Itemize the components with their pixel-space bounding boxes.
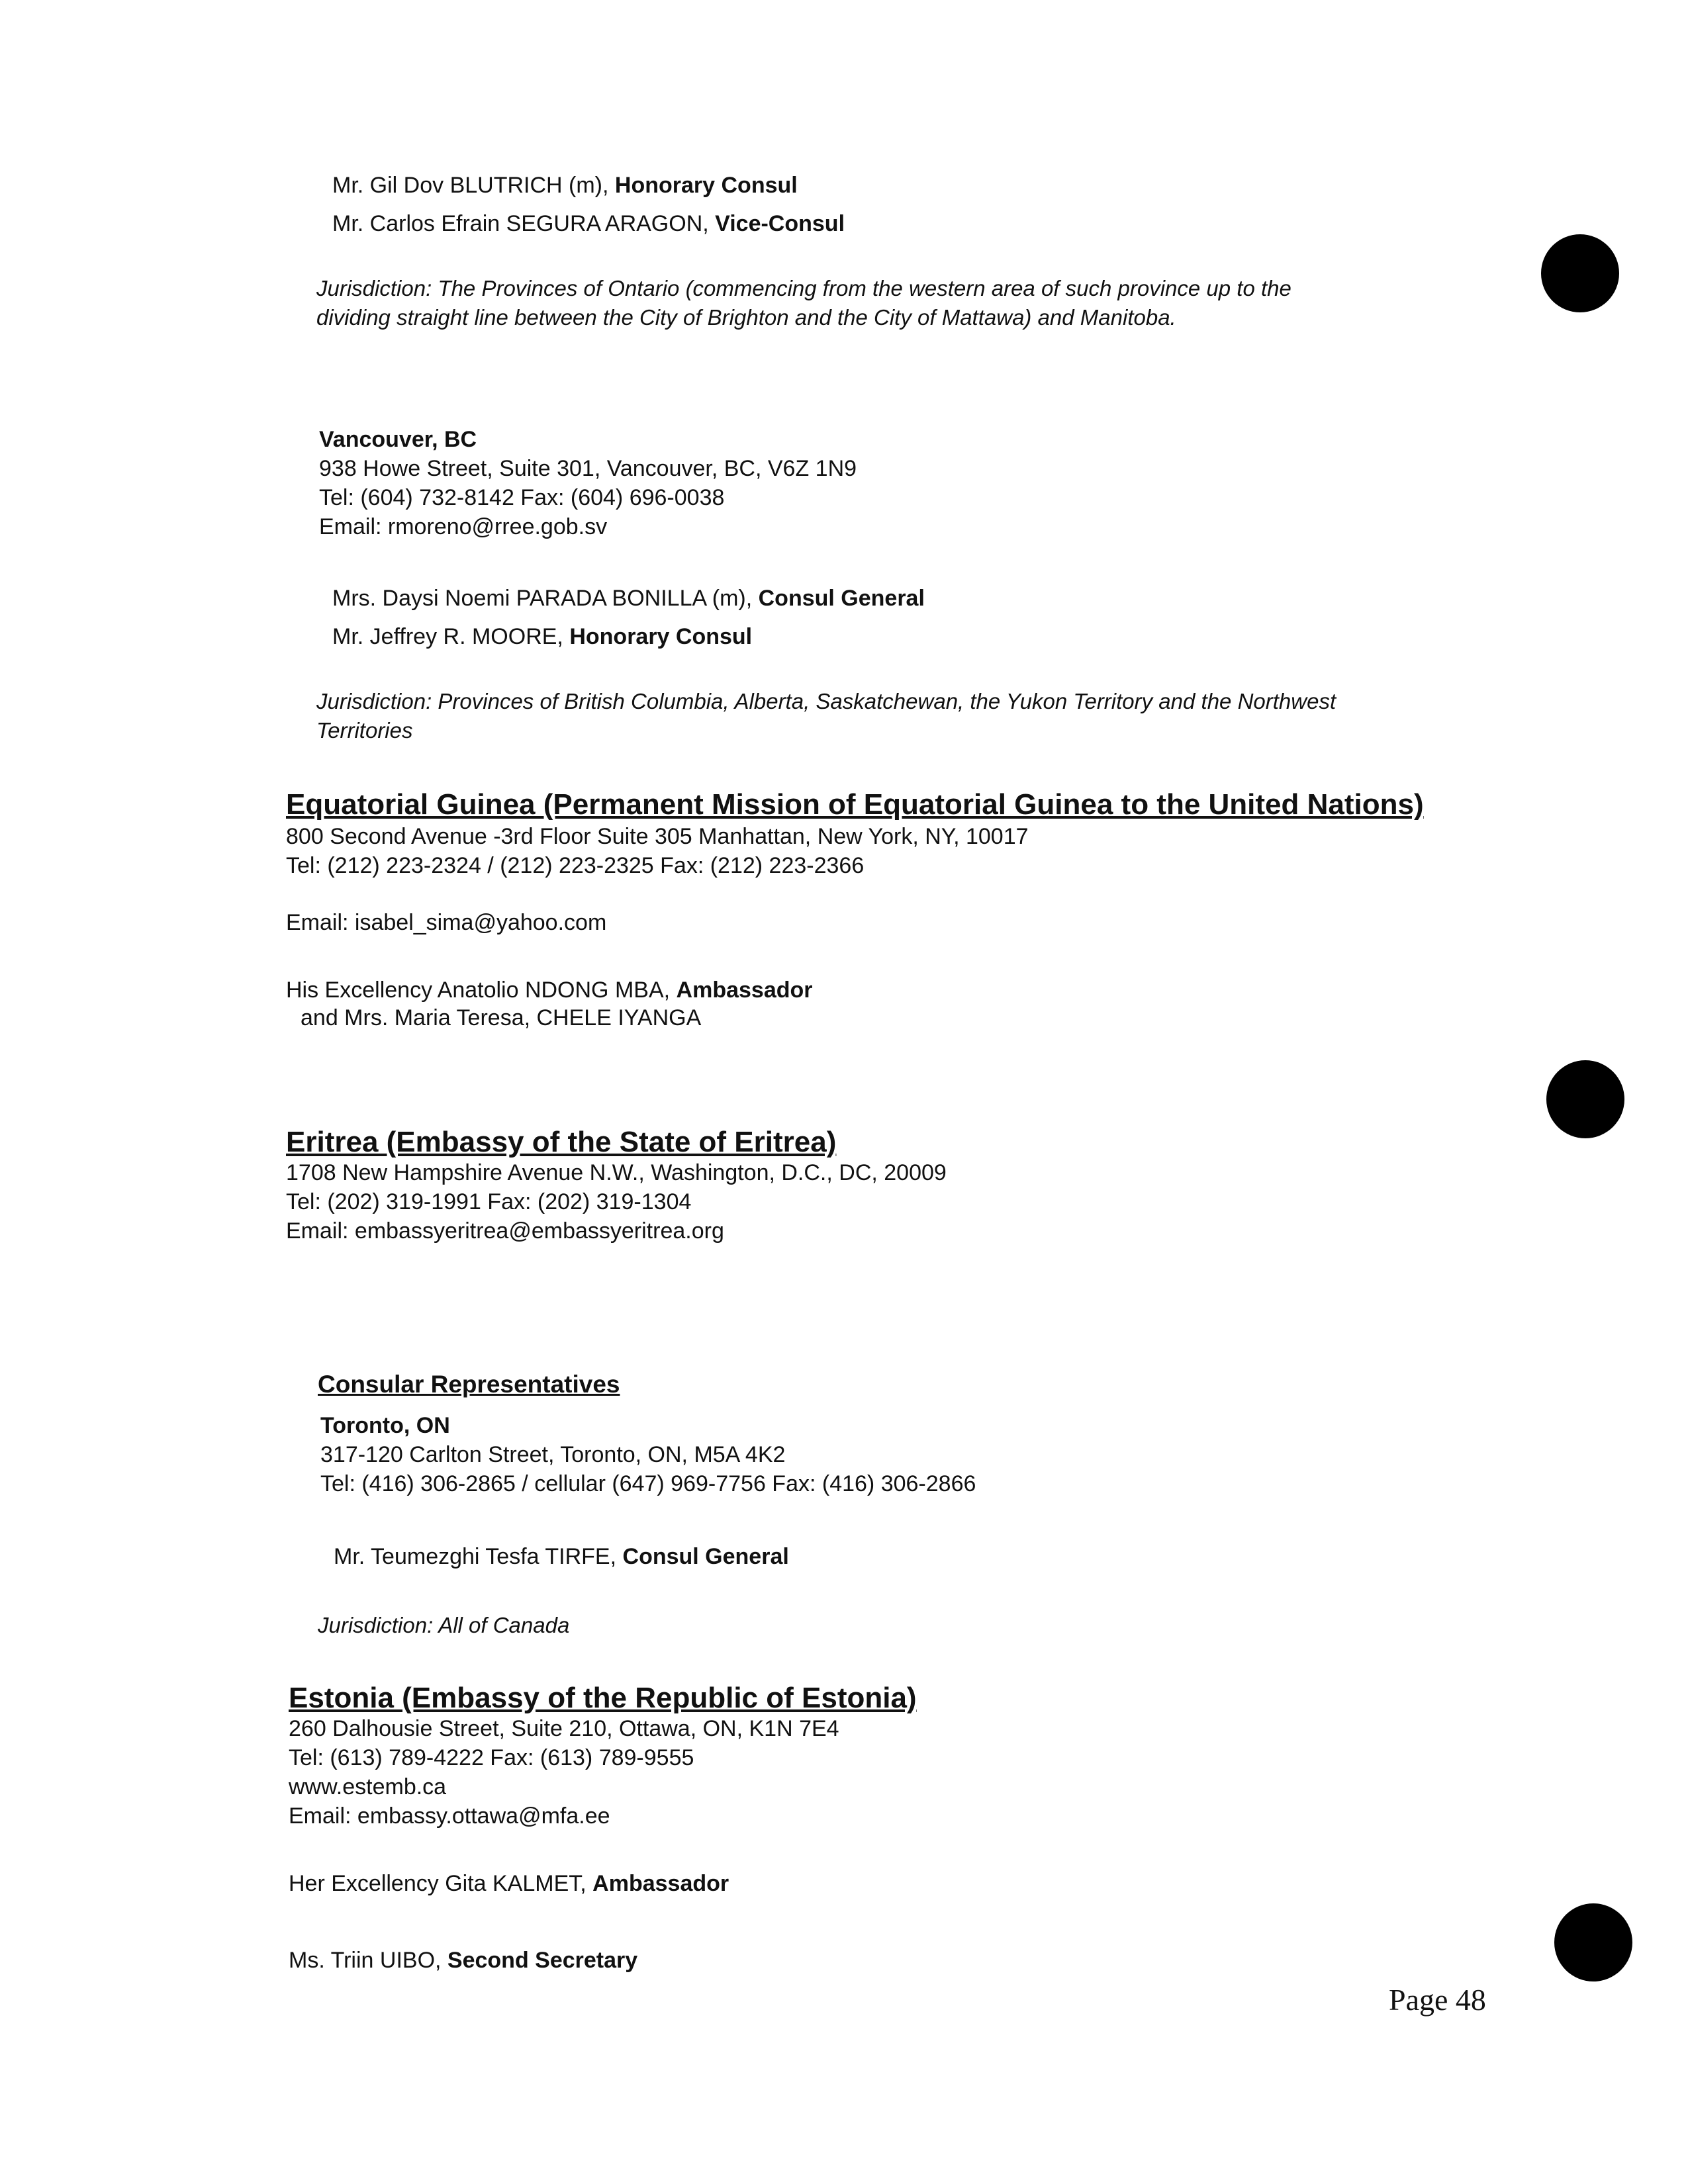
jurisdiction-text-line2: dividing straight line between the City of Brighton and the City of Mattawa) and Manitoba.: [316, 305, 1176, 330]
address: 1708 New Hampshire Avenue N.W., Washington, D.C., DC, 20009: [286, 1160, 947, 1185]
address: 317-120 Carlton Street, Toronto, ON, M5A 4K2: [320, 1442, 786, 1467]
jurisdiction-text-line2: Territories: [316, 718, 413, 743]
page-number: Page 48: [1389, 1983, 1486, 2017]
consular-representatives-heading: Consular Representatives: [318, 1371, 620, 1398]
email: Email: embassyeritrea@embassyeritrea.org: [286, 1218, 724, 1244]
phone-fax: Tel: (202) 319-1991 Fax: (202) 319-1304: [286, 1189, 692, 1214]
email: Email: isabel_sima@yahoo.com: [286, 910, 607, 935]
punch-hole-bottom: [1554, 1903, 1632, 1981]
phone-fax: Tel: (212) 223-2324 / (212) 223-2325 Fax: (212) 223-2366: [286, 853, 865, 878]
jurisdiction-text: Jurisdiction: Provinces of British Columbia, Alberta, Saskatchewan, the Yukon Territory and the Northwest: [316, 689, 1336, 713]
consul-entry: Mr. Gil Dov BLUTRICH (m), Honorary Consul: [332, 173, 798, 198]
address: 800 Second Avenue -3rd Floor Suite 305 Manhattan, New York, NY, 10017: [286, 824, 1029, 849]
ambassador-entry: Her Excellency Gita KALMET, Ambassador: [289, 1871, 729, 1896]
consul-entry: Mr. Teumezghi Tesfa TIRFE, Consul General: [334, 1544, 789, 1569]
address: 938 Howe Street, Suite 301, Vancouver, BC, V6Z 1N9: [319, 456, 857, 481]
country-heading: Equatorial Guinea (Permanent Mission of Equatorial Guinea to the United Nations): [286, 788, 1424, 821]
website: www.estemb.ca: [289, 1774, 447, 1799]
city-heading: Toronto, ON: [320, 1413, 450, 1438]
punch-hole-middle: [1546, 1060, 1624, 1138]
email: Email: rmoreno@rree.gob.sv: [319, 514, 608, 539]
consul-entry: Mrs. Daysi Noemi PARADA BONILLA (m), Consul General: [332, 586, 925, 611]
jurisdiction-text: Jurisdiction: All of Canada: [318, 1613, 570, 1637]
consul-entry: Mr. Jeffrey R. MOORE, Honorary Consul: [332, 624, 753, 649]
address: 260 Dalhousie Street, Suite 210, Ottawa, ON, K1N 7E4: [289, 1716, 839, 1741]
jurisdiction-text: Jurisdiction: The Provinces of Ontario (commencing from the western area of such province up to the: [316, 276, 1291, 300]
phone-fax: Tel: (416) 306-2865 / cellular (647) 969-7756 Fax: (416) 306-2866: [320, 1471, 976, 1496]
spouse-entry: and Mrs. Maria Teresa, CHELE IYANGA: [301, 1005, 702, 1030]
city-heading: Vancouver, BC: [319, 427, 477, 452]
consul-entry: Mr. Carlos Efrain SEGURA ARAGON, Vice-Consul: [332, 211, 845, 236]
phone-fax: Tel: (613) 789-4222 Fax: (613) 789-9555: [289, 1745, 694, 1770]
phone-fax: Tel: (604) 732-8142 Fax: (604) 696-0038: [319, 485, 725, 510]
ambassador-entry: His Excellency Anatolio NDONG MBA, Ambassador: [286, 978, 813, 1003]
country-heading: Estonia (Embassy of the Republic of Estonia): [289, 1682, 917, 1714]
email: Email: embassy.ottawa@mfa.ee: [289, 1803, 610, 1829]
staff-entry: Ms. Triin UIBO, Second Secretary: [289, 1948, 638, 1973]
country-heading: Eritrea (Embassy of the State of Eritrea): [286, 1126, 837, 1158]
punch-hole-top: [1541, 234, 1619, 312]
